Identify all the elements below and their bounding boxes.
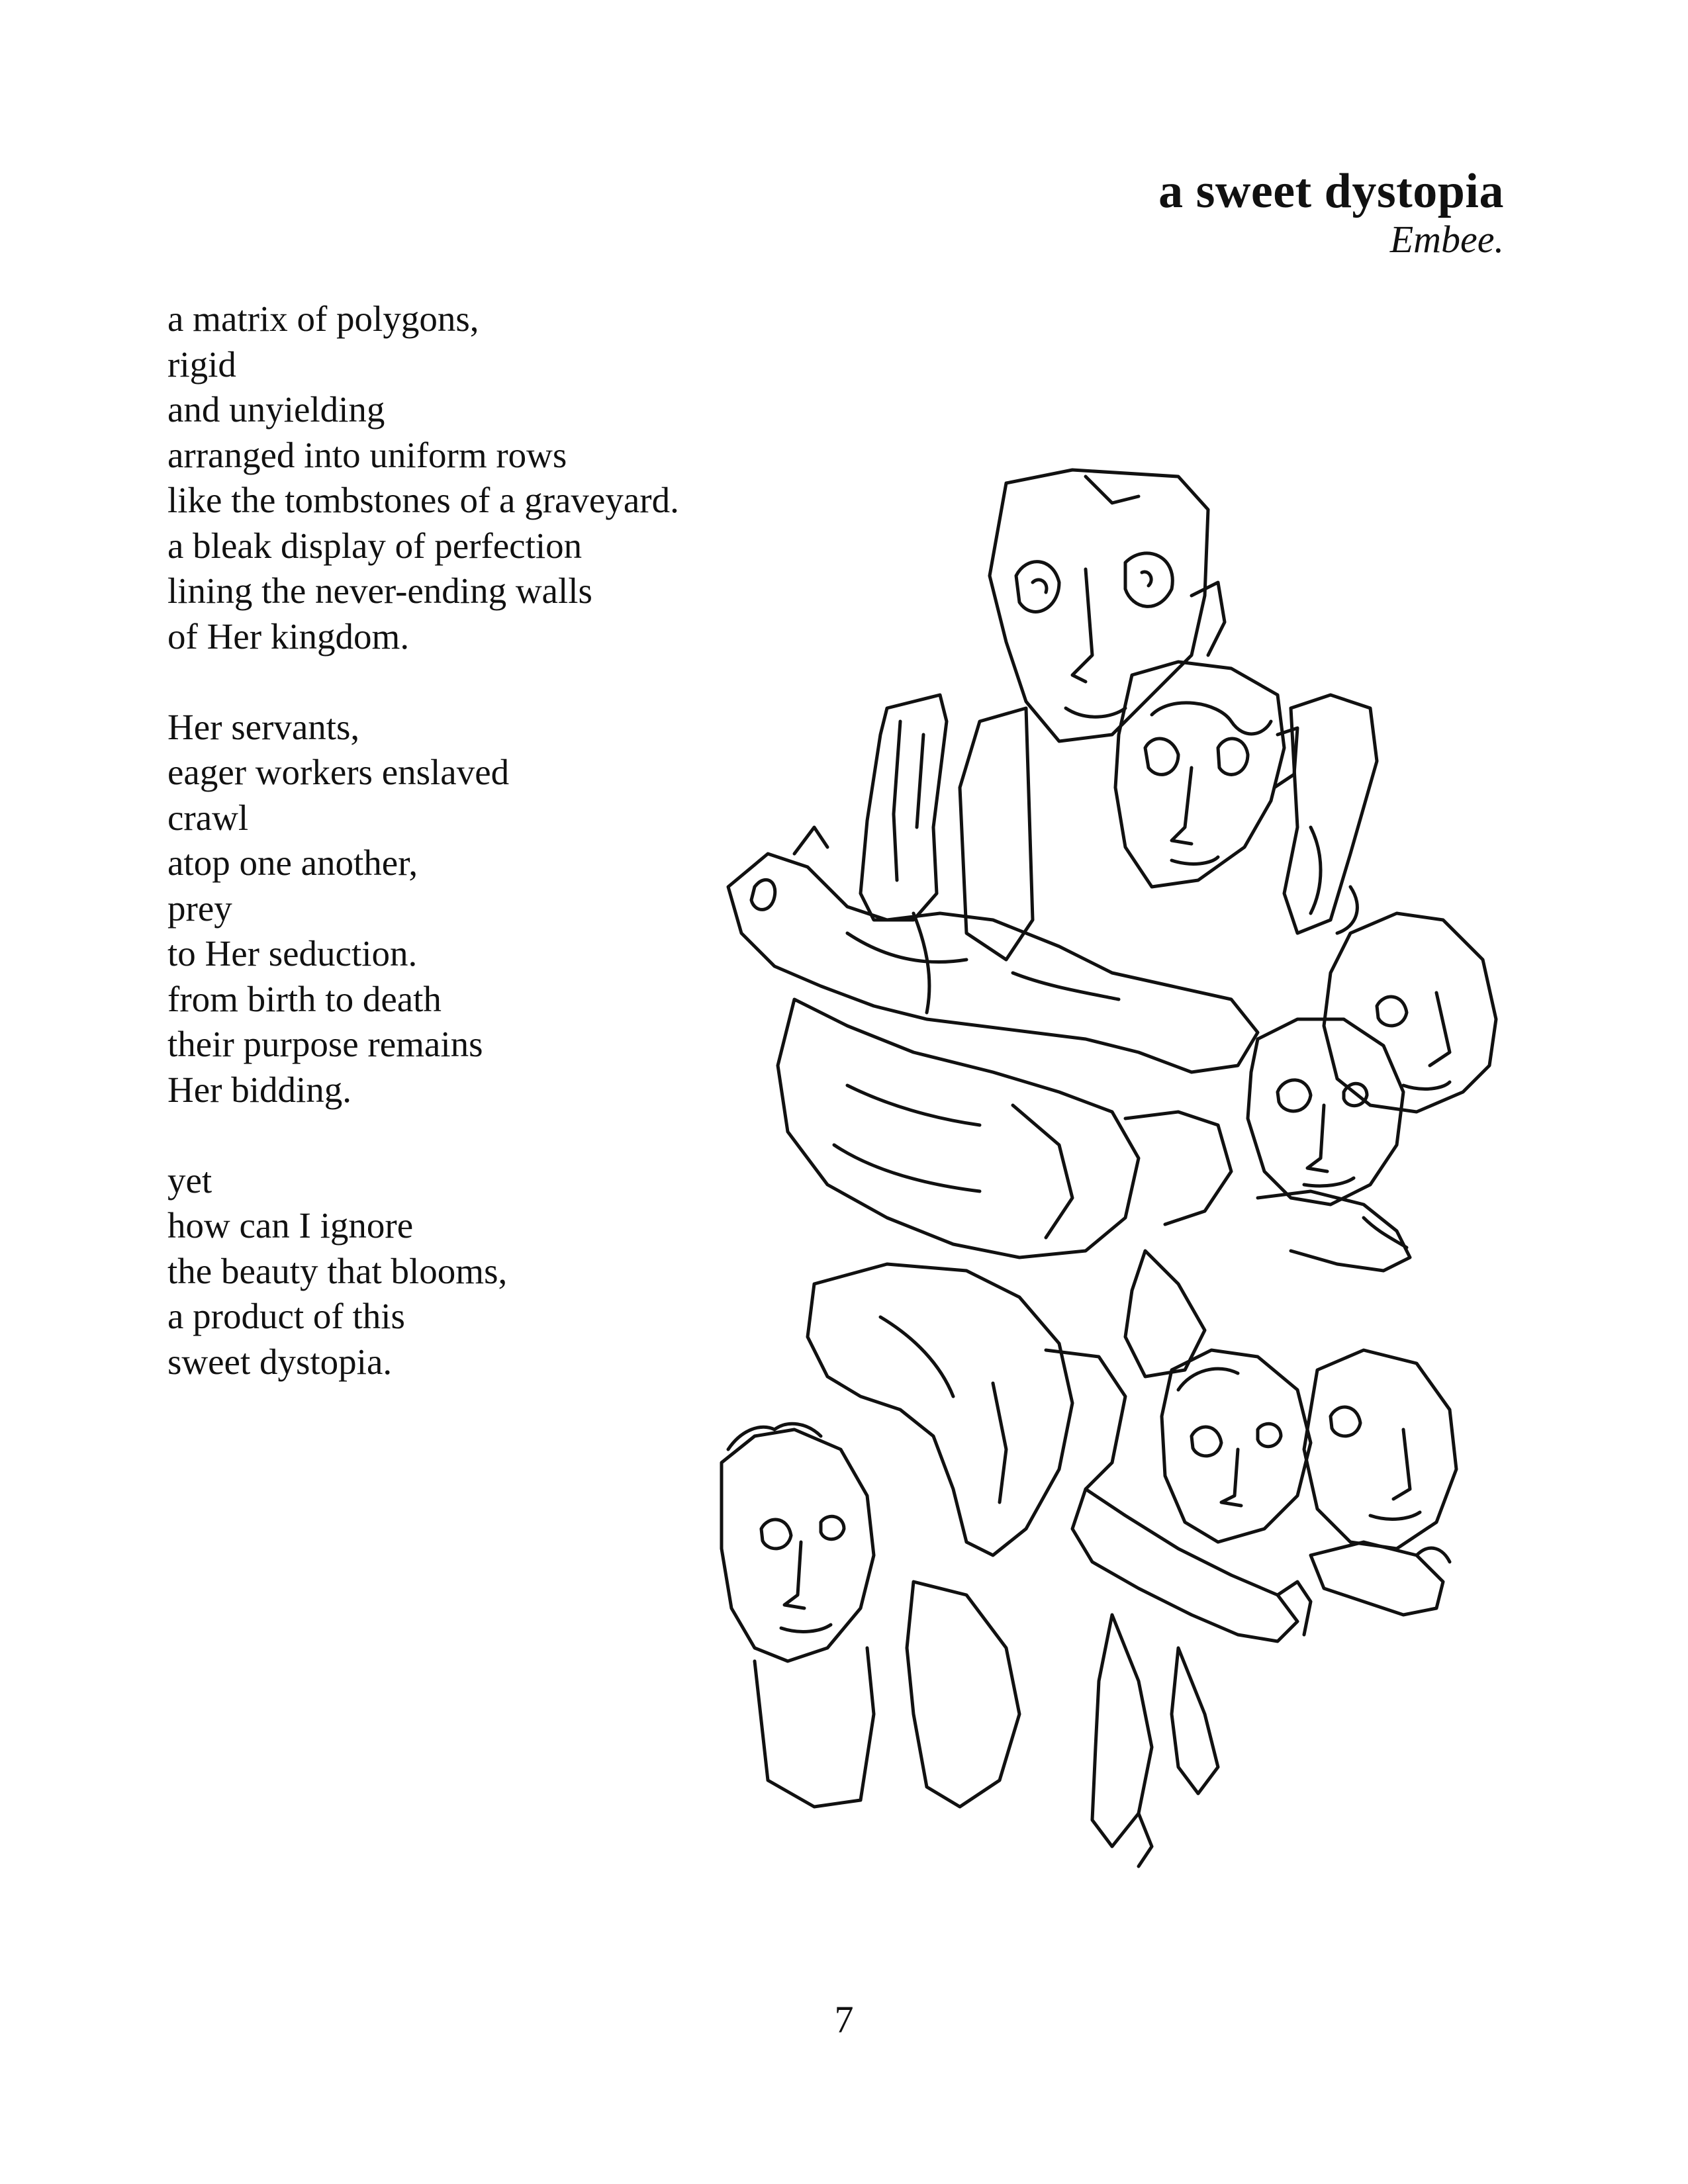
page-number: 7 xyxy=(834,1998,854,2041)
poem-line: how can I ignore xyxy=(167,1205,414,1246)
figure-right-face-upper xyxy=(1324,913,1496,1112)
line-drawing-figures-icon xyxy=(715,457,1549,1946)
figure-lower-arms xyxy=(1072,1489,1450,1866)
poem-line: a bleak display of perfection xyxy=(167,525,583,566)
poem-line: and unyielding xyxy=(167,389,385,430)
figure-lower-right-heads xyxy=(1162,1350,1456,1549)
title-block xyxy=(1158,164,1504,261)
poem-line: lining the never-ending walls xyxy=(167,570,592,611)
poem-line: a matrix of polygons, xyxy=(167,298,479,339)
poem-line: Her servants, xyxy=(167,706,360,747)
poem-line: yet xyxy=(167,1160,212,1201)
poem-author: Embee. xyxy=(1389,218,1504,261)
poem-line: sweet dystopia. xyxy=(167,1341,393,1382)
figure-middle-torsos xyxy=(778,999,1410,1377)
poem-line: of Her kingdom. xyxy=(167,615,410,657)
figure-right-face-mid xyxy=(1248,1019,1403,1205)
poem-line: their purpose remains xyxy=(167,1024,483,1064)
figure-lower-left-head xyxy=(722,1424,874,1807)
poem-line: the beauty that blooms, xyxy=(167,1250,508,1291)
figure-second-head xyxy=(1115,662,1297,887)
poem-line: to Her seduction. xyxy=(167,933,418,974)
figure-top-head xyxy=(990,470,1225,741)
poem-line: Her bidding. xyxy=(167,1069,352,1110)
poem-line: atop one another, xyxy=(167,842,418,883)
poem-line: like the tombstones of a graveyard. xyxy=(167,480,679,520)
poem-line: a product of this xyxy=(167,1296,405,1336)
poem-line: arranged into uniform rows xyxy=(167,434,567,475)
poem-title: a sweet dystopia xyxy=(1158,164,1504,218)
poem-line: from birth to death xyxy=(167,978,442,1019)
poem-line: eager workers enslaved xyxy=(167,752,510,792)
poem-line: prey xyxy=(167,887,232,929)
poem-line: crawl xyxy=(167,797,249,838)
poem-line: rigid xyxy=(167,343,236,385)
